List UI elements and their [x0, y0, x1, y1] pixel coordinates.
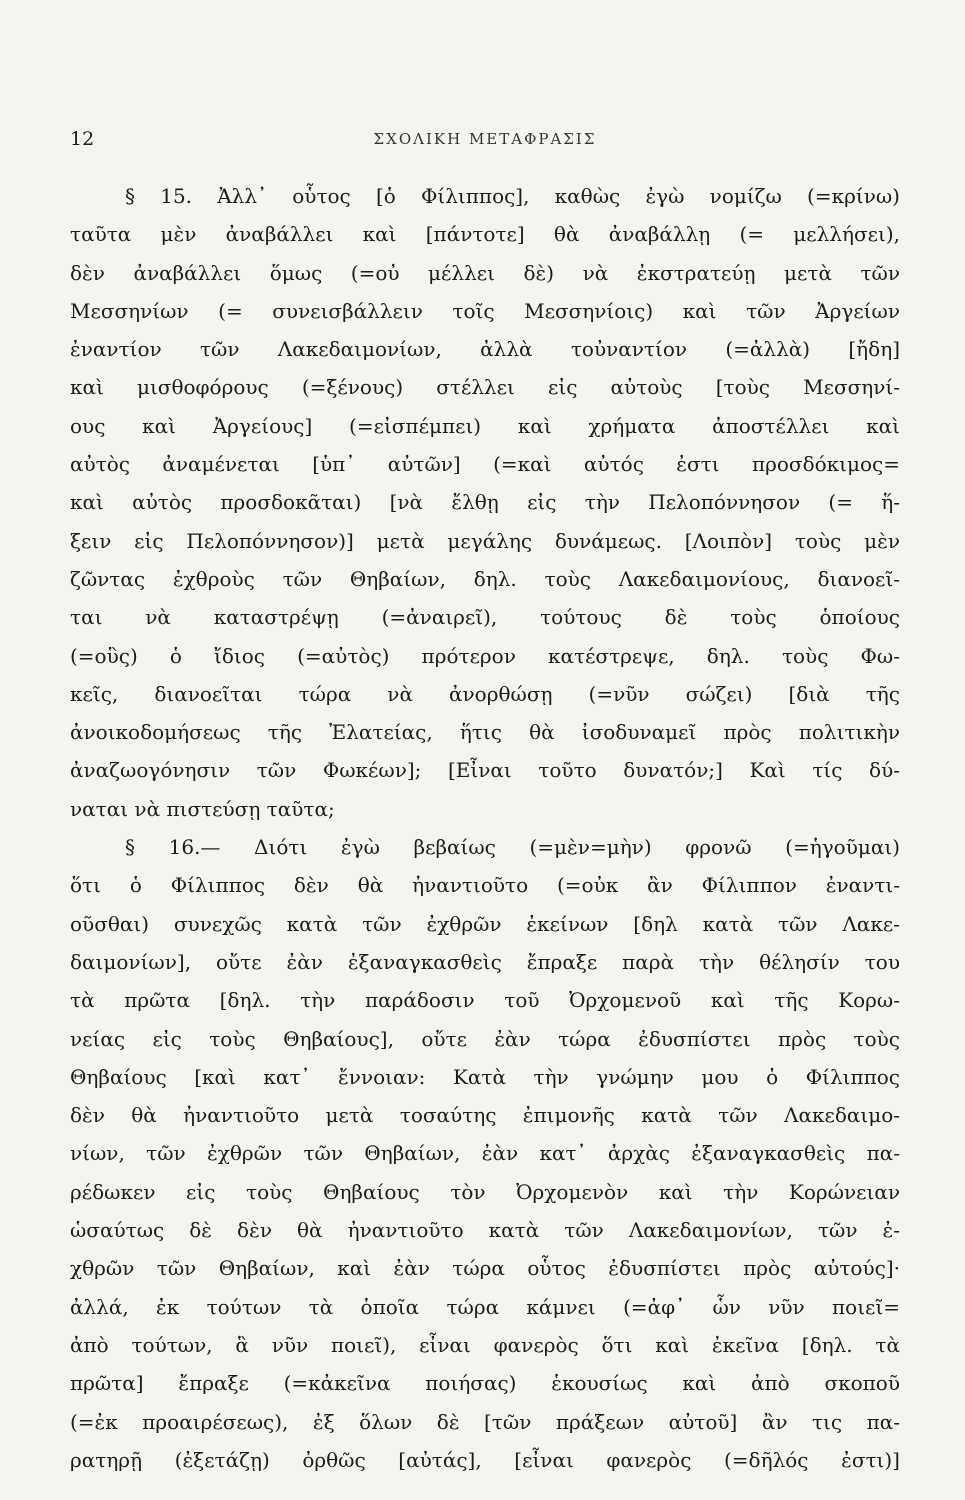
text-line: (=ἐκ προαιρέσεως), ἐξ ὅλων δὲ [τῶν πράξεων αὐτοῦ] ἂν τις πα-: [70, 1409, 900, 1434]
text-line: αὐτὸς ἀναμένεται [ὑπ᾽ αὐτῶν] (=καὶ αὐτός ἐστι προσδόκιμος=: [70, 452, 900, 477]
text-line: ζῶντας ἐχθροὺς τῶν Θηβαίων, δηλ. τοὺς Λακεδαιμονίους, διανοεῖ-: [70, 566, 900, 591]
running-title: ΣΧΟΛΙΚΗ ΜΕΤΑΦΡΑΣΙΣ: [373, 130, 597, 148]
text-line: ταῦτα μὲν ἀναβάλλει καὶ [πάντοτε] θὰ ἀναβάλλῃ (= μελλήσει),: [70, 222, 900, 247]
text-line: ἀνοικοδομήσεως τῆς Ἐλατείας, ἥτις θὰ ἰσοδυναμεῖ πρὸς πολιτικὴν: [70, 720, 900, 745]
text-line: ται νὰ καταστρέψῃ (=ἀναιρεῖ), τούτους δὲ τοὺς ὁποίους: [70, 605, 900, 630]
text-line: δὲν θὰ ἠναντιοῦτο μετὰ τοσαύτης ἐπιμονῆς κατὰ τῶν Λακεδαιμο-: [70, 1103, 900, 1128]
page-number: 12: [70, 128, 95, 150]
text-line: § 16.— Διότι ἐγὼ βεβαίως (=μὲν=μὴν) φρονῶ (=ἡγοῦμαι): [125, 835, 900, 860]
page-header: [70, 128, 900, 158]
text-line: καὶ μισθοφόρους (=ξένους) στέλλει εἰς αὐτοὺς [τοὺς Μεσσηνί-: [70, 375, 900, 400]
text-line: § 15. Ἀλλ᾽ οὗτος [ὁ Φίλιππος], καθὼς ἐγὼ νομίζω (=κρίνω): [125, 184, 900, 208]
text-line: ἐναντίον τῶν Λακεδαιμονίων, ἀλλὰ τοὐναντίον (=ἀλλὰ) [ἤδη]: [70, 337, 900, 362]
text-line: νίων, τῶν ἐχθρῶν τῶν Θηβαίων, ἐὰν κατ᾽ ἀρχὰς ἐξαναγκασθεὶς πα-: [70, 1141, 900, 1166]
text-line: ὡσαύτως δὲ δὲν θὰ ἠναντιοῦτο κατὰ τῶν Λακεδαιμονίων, τῶν ἐ-: [70, 1218, 900, 1243]
text-line: δὲν ἀναβάλλει ὅμως (=οὐ μέλλει δὲ) νὰ ἐκστρατεύῃ μετὰ τῶν: [70, 260, 900, 285]
text-line: καὶ αὐτὸς προσδοκᾶται) [νὰ ἔλθῃ εἰς τὴν Πελοπόννησον (= ἥ-: [70, 490, 900, 515]
text-line: ἀλλά, ἐκ τούτων τὰ ὁποῖα τώρα κάμνει (=ἀφ᾽ ὧν νῦν ποιεῖ=: [70, 1294, 900, 1319]
text-line: ξειν εἰς Πελοπόννησον)] μετὰ μεγάλης δυνάμεως. [Λοιπὸν] τοὺς μὲν: [70, 528, 900, 553]
text-line: ἀναζωογόνησιν τῶν Φωκέων]; [Εἶναι τοῦτο δυνατόν;] Καὶ τίς δύ-: [70, 758, 900, 783]
text-line: χθρῶν τῶν Θηβαίων, καὶ ἐὰν τώρα οὗτος ἐδυσπίστει πρὸς αὐτούς]·: [70, 1256, 900, 1281]
text-line: τὰ πρῶτα [δηλ. τὴν παράδοσιν τοῦ Ὀρχομενοῦ καὶ τῆς Κορω-: [70, 988, 900, 1013]
text-line: ναται νὰ πιστεύσῃ ταῦτα;: [70, 796, 335, 821]
text-line: (=οὓς) ὁ ἴδιος (=αὐτὸς) πρότερον κατέστρεψε, δηλ. τοὺς Φω-: [70, 643, 900, 668]
text-line: πρῶτα] ἔπραξε (=κἀκεῖνα ποιήσας) ἑκουσίως καὶ ἀπὸ σκοποῦ: [70, 1371, 900, 1396]
text-line: ρατηρῇ (ἐξετάζῃ) ὀρθῶς [αὐτάς], [εἶναι φανερὸς (=δῆλός ἐστι)]: [70, 1447, 900, 1472]
body-text: [70, 177, 900, 1479]
text-line: ους καὶ Ἀργείους] (=εἰσπέμπει) καὶ χρήματα ἀποστέλλει καὶ: [70, 413, 900, 438]
text-line: Θηβαίους [καὶ κατ᾽ ἔννοιαν: Κατὰ τὴν γνώμην μου ὁ Φίλιππος: [70, 1064, 900, 1089]
text-line: κεῖς, διανοεῖται τώρα νὰ ἀνορθώσῃ (=νῦν σώζει) [διὰ τῆς: [70, 681, 900, 706]
text-line: οῦσθαι) συνεχῶς κατὰ τῶν ἐχθρῶν ἐκείνων [δηλ κατὰ τῶν Λακε-: [70, 911, 900, 936]
text-line: ἀπὸ τούτων, ἃ νῦν ποιεῖ), εἶναι φανερὸς ὅτι καὶ ἐκεῖνα [δηλ. τὰ: [70, 1332, 900, 1357]
text-line: δαιμονίων], οὔτε ἐὰν ἐξαναγκασθεὶς ἔπραξε παρὰ τὴν θέλησίν του: [70, 949, 900, 974]
text-line: ρέδωκεν εἰς τοὺς Θηβαίους τὸν Ὀρχομενὸν καὶ τὴν Κορώνειαν: [70, 1179, 900, 1204]
text-line: Μεσσηνίων (= συνεισβάλλειν τοῖς Μεσσηνίοις) καὶ τῶν Ἀργείων: [70, 298, 900, 323]
text-line: ὅτι ὁ Φίλιππος δὲν θὰ ἠναντιοῦτο (=οὐκ ἂν Φίλιππον ἐναντι-: [70, 873, 900, 898]
text-line: νείας εἰς τοὺς Θηβαίους], οὔτε ἐὰν τώρα ἐδυσπίστει πρὸς τοὺς: [70, 1026, 900, 1051]
